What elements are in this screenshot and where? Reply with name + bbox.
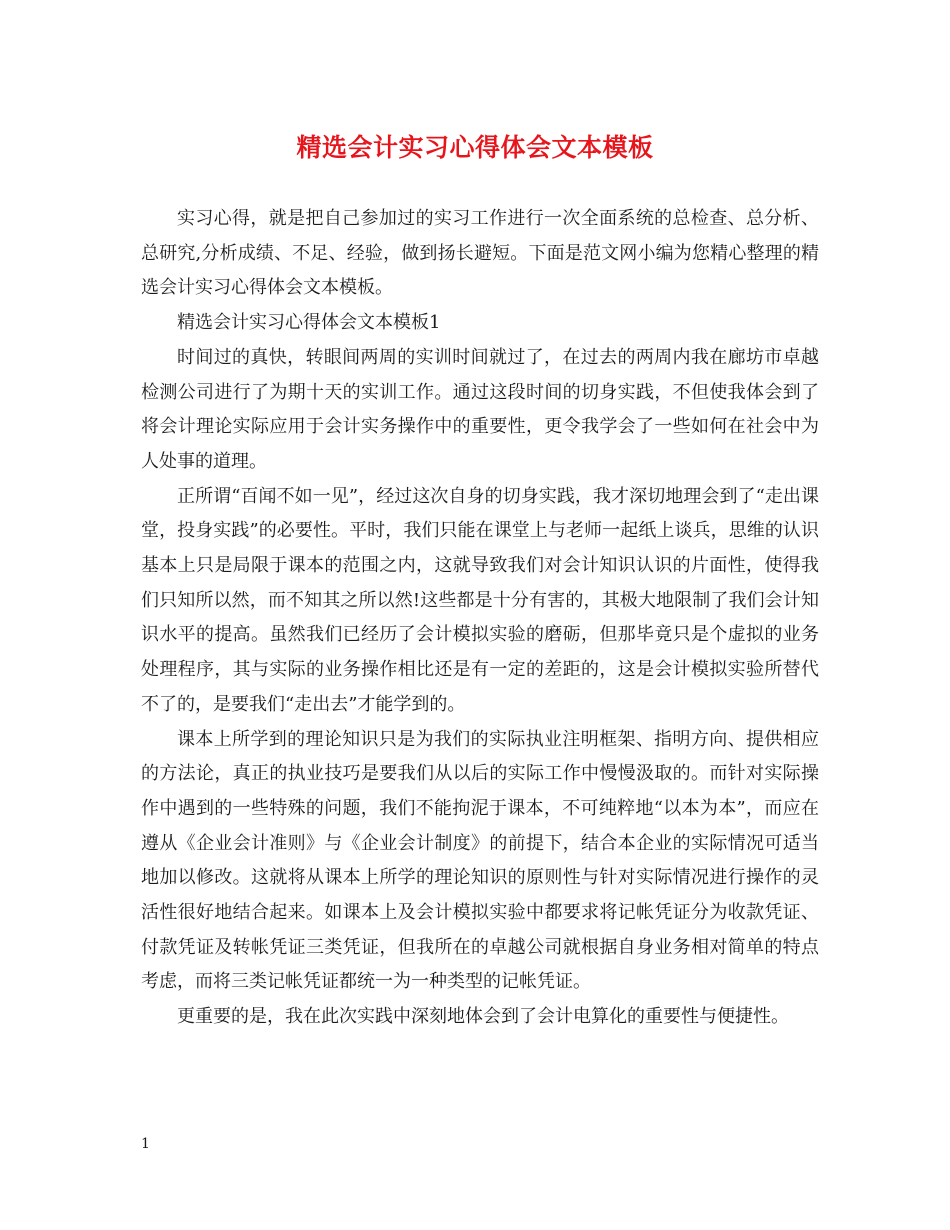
paragraph-intro: 实习心得，就是把自己参加过的实习工作进行一次全面系统的总检查、总分析、总研究,分析成绩、不足、经验，做到扬长避短。下面是范文网小编为您精心整理的精选会计实习心得体会文本模板。 <box>141 208 819 299</box>
paragraph-1: 时间过的真快，转眼间两周的实训时间就过了，在过去的两周内我在廊坊市卓越检测公司进行了为期十天的实训工作。通过这段时间的切身实践，不但使我体会到了将会计理论实际应用于会计实务操作中的重要性，更令我学会了一些如何在社会中为人处事的道理。 <box>141 346 819 472</box>
document-body <box>141 202 819 1035</box>
paragraph-4: 更重要的是，我在此次实践中深刻地体会到了会计电算化的重要性与便捷性。 <box>177 1006 789 1028</box>
paragraph-3: 课本上所学到的理论知识只是为我们的实际执业注明框架、指明方向、提供相应的方法论，真正的执业技巧是要我们从以后的实际工作中慢慢汲取的。而针对实际操作中遇到的一些特殊的问题，我们不能拘泥于课本，不可纯粹地“以本为本”，而应在遵从《企业会计准则》与《企业会计制度》的前提下，结合本企业的实际情况可适当地加以修改。这就将从课本上所学的理论知识的原则性与针对实际情况进行操作的灵活性很好地结合起来。如课本上及会计模拟实验中都要求将记帐凭证分为收款凭证、付款凭证及转帐凭证三类凭证，但我所在的卓越公司就根据自身业务相对简单的特点考虑，而将三类记帐凭证都统一为一种类型的记帐凭证。 <box>141 728 819 993</box>
page-number: 1 <box>141 1136 150 1152</box>
paragraph-2: 正所谓“百闻不如一见”，经过这次自身的切身实践，我才深切地理会到了“走出课堂，投身实践”的必要性。平时，我们只能在课堂上与老师一起纸上谈兵，思维的认识基本上只是局限于课本的范围之内，这就导致我们对会计知识认识的片面性，使得我们只知所以然，而不知其之所以然!这些都是十分有害的，其极大地限制了我们会计知识水平的提高。虽然我们已经历了会计模拟实验的磨砺，但那毕竟只是个虚拟的业务处理程序，其与实际的业务操作相比还是有一定的差距的，这是会计模拟实验所替代不了的，是要我们“走出去”才能学到的。 <box>141 485 819 715</box>
document-title: 精选会计实习心得体会文本模板 <box>296 133 654 162</box>
section-heading: 精选会计实习心得体会文本模板1 <box>177 312 441 334</box>
